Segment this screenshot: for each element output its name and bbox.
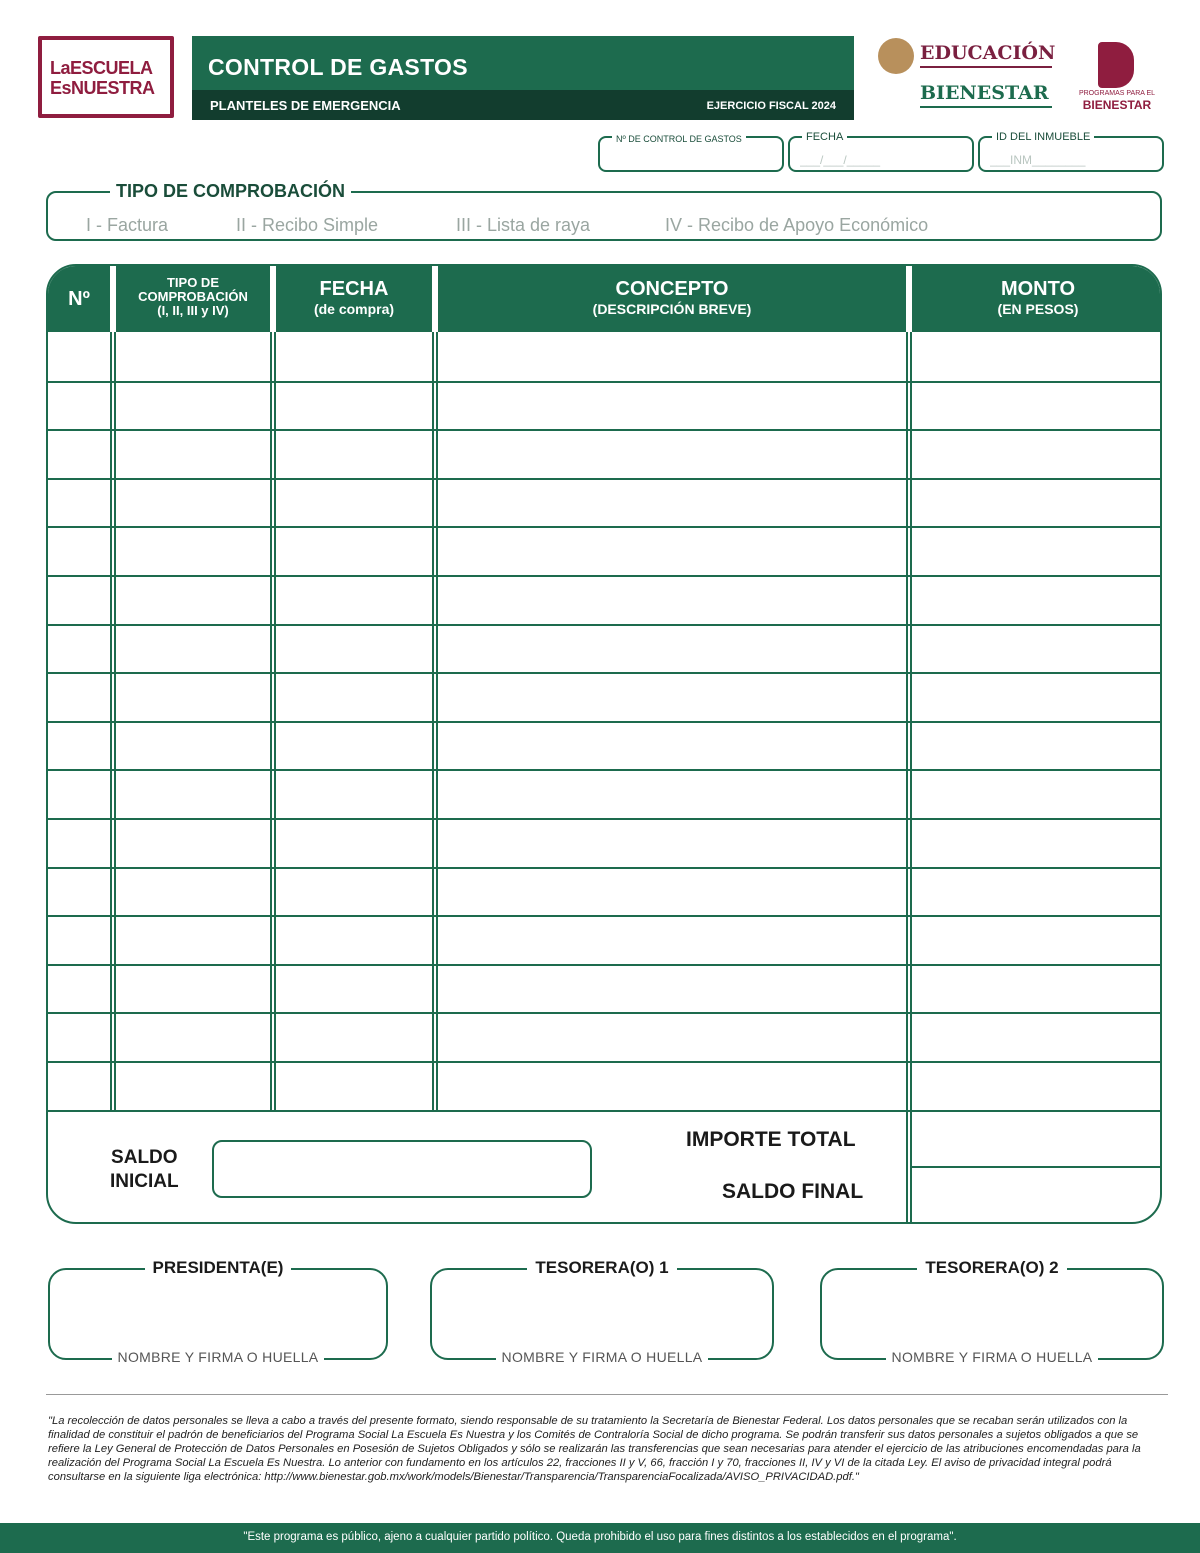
signature-title: TESORERA(O) 1 [527,1258,676,1277]
initial-balance-field[interactable] [212,1140,592,1198]
proof-type-option: I - Factura [86,215,169,235]
expense-table [46,264,1162,1224]
la-escuela-es-nuestra-logo [38,36,174,118]
signature-box-treasurer-1[interactable] [430,1258,774,1365]
table-row[interactable] [48,769,1162,771]
proof-type-option: II - Recibo Simple [236,215,379,235]
table-row[interactable] [48,915,1162,917]
column-header-proof-type: TIPO DE COMPROBACIÓN (I, II, III y IV) [138,275,248,318]
signature-caption: NOMBRE Y FIRMA O HUELLA [496,1349,709,1365]
signature-caption: NOMBRE Y FIRMA O HUELLA [112,1349,325,1365]
proof-type-box [46,181,1162,241]
date-placeholder: ___/___/_____ [800,153,881,167]
page-subtitle: PLANTELES DE EMERGENCIA [210,98,401,113]
title-bar [192,36,854,120]
logo-educacion-text: EDUCACIÓN [920,42,1056,64]
program-logo-name: BIENESTAR [1082,98,1152,112]
table-row[interactable] [48,964,1162,966]
total-divider [912,1166,1162,1168]
table-row[interactable] [48,575,1162,577]
program-mark-icon [1098,42,1134,88]
fiscal-year: EJERCICIO FISCAL 2024 [706,100,836,112]
program-logo-small: PROGRAMAS PARA EL [1078,90,1156,97]
table-row[interactable] [48,1012,1162,1014]
privacy-notice: "La recolección de datos personales se lleva a cabo a través del presente formato, siendo responsable de su tratamiento la Secretaría de Bienestar Federal. Los datos personales que se recaban serán utilizados con la finalidad de constituir el padrón de beneficiarios del Programa Social La Escuela Es Nuestra y los Comités de Contraloría Social de dicho programa. Se podrán transferir sus datos personales a sujetos obligados a que se refiere la Ley General de Protección de Datos Personales en Posesión de Sujetos Obligados y sólo se realizarán las transferencias que sean necesarias para atender el ejercicio de las atribuciones encomendadas para la realización del Programa Social La Escuela Es Nuestra. Lo anterior con fundamento en los artículos 22, fracciones II y V, 66, fracción I y 70, fracciones II, IV y VI de la citada Ley. El aviso de privacidad integral podrá consultarse en la siguiente liga electrónica: http://www.bienestar.gob.mx/work/models/Bienestar/Transparencia/TransparenciaFocalizada/AVISO_PRIVACIDAD.pdf." [48,1415,1141,1483]
table-row[interactable] [48,1110,1162,1112]
property-id-placeholder: ___INM________ [990,153,1086,167]
final-balance-label: SALDO FINAL [722,1180,864,1203]
table-row[interactable] [48,867,1162,869]
table-row[interactable] [48,381,1162,383]
total-amount-label: IMPORTE TOTAL [686,1128,856,1151]
proof-type-option: IV - Recibo de Apoyo Económico [665,215,929,235]
footer-disclaimer: "Este programa es público, ajeno a cualquier partido político. Queda prohibido el uso para fines distintos a los establecidos en el programa". [0,1523,1200,1553]
proof-type-label: TIPO DE COMPROBACIÓN [110,181,351,202]
table-row[interactable] [48,1061,1162,1063]
initial-balance-label: SALDO INICIAL [110,1147,179,1192]
signature-caption: NOMBRE Y FIRMA O HUELLA [886,1349,1099,1365]
control-number-label: Nº DE CONTROL DE GASTOS [612,132,746,146]
signature-title: PRESIDENTA(E) [145,1258,292,1277]
page-title: CONTROL DE GASTOS [192,36,854,90]
proof-type-option: III - Lista de raya [456,215,591,235]
divider [46,1394,1168,1395]
table-row[interactable] [48,429,1162,431]
column-header-date: FECHA (de compra) [313,278,395,317]
logo-line-1: LaESCUELA [50,58,153,78]
date-label: FECHA [802,130,847,144]
table-row[interactable] [48,721,1162,723]
logo-line-2: EsNUESTRA [50,78,155,98]
date-field[interactable] [788,131,974,172]
control-number-field[interactable] [598,136,784,172]
column-header-amount: MONTO (EN PESOS) [997,278,1079,317]
column-header-concept: CONCEPTO (DESCRIPCIÓN BREVE) [592,278,752,317]
educacion-bienestar-logo [876,36,1056,116]
signature-title: TESORERA(O) 2 [917,1258,1066,1277]
signature-box-treasurer-2[interactable] [820,1258,1164,1365]
signature-box-president[interactable] [48,1258,388,1365]
eagle-seal-icon [878,38,914,74]
table-row[interactable] [48,624,1162,626]
table-row[interactable] [48,672,1162,674]
table-row[interactable] [48,526,1162,528]
table-row[interactable] [48,478,1162,480]
logo-bienestar-text: BIENESTAR [920,82,1049,104]
property-id-field[interactable] [978,131,1164,172]
table-row[interactable] [48,818,1162,820]
column-header-number: Nº [68,288,90,310]
property-id-label: ID DEL INMUEBLE [992,130,1094,144]
programas-bienestar-logo [1074,40,1160,114]
